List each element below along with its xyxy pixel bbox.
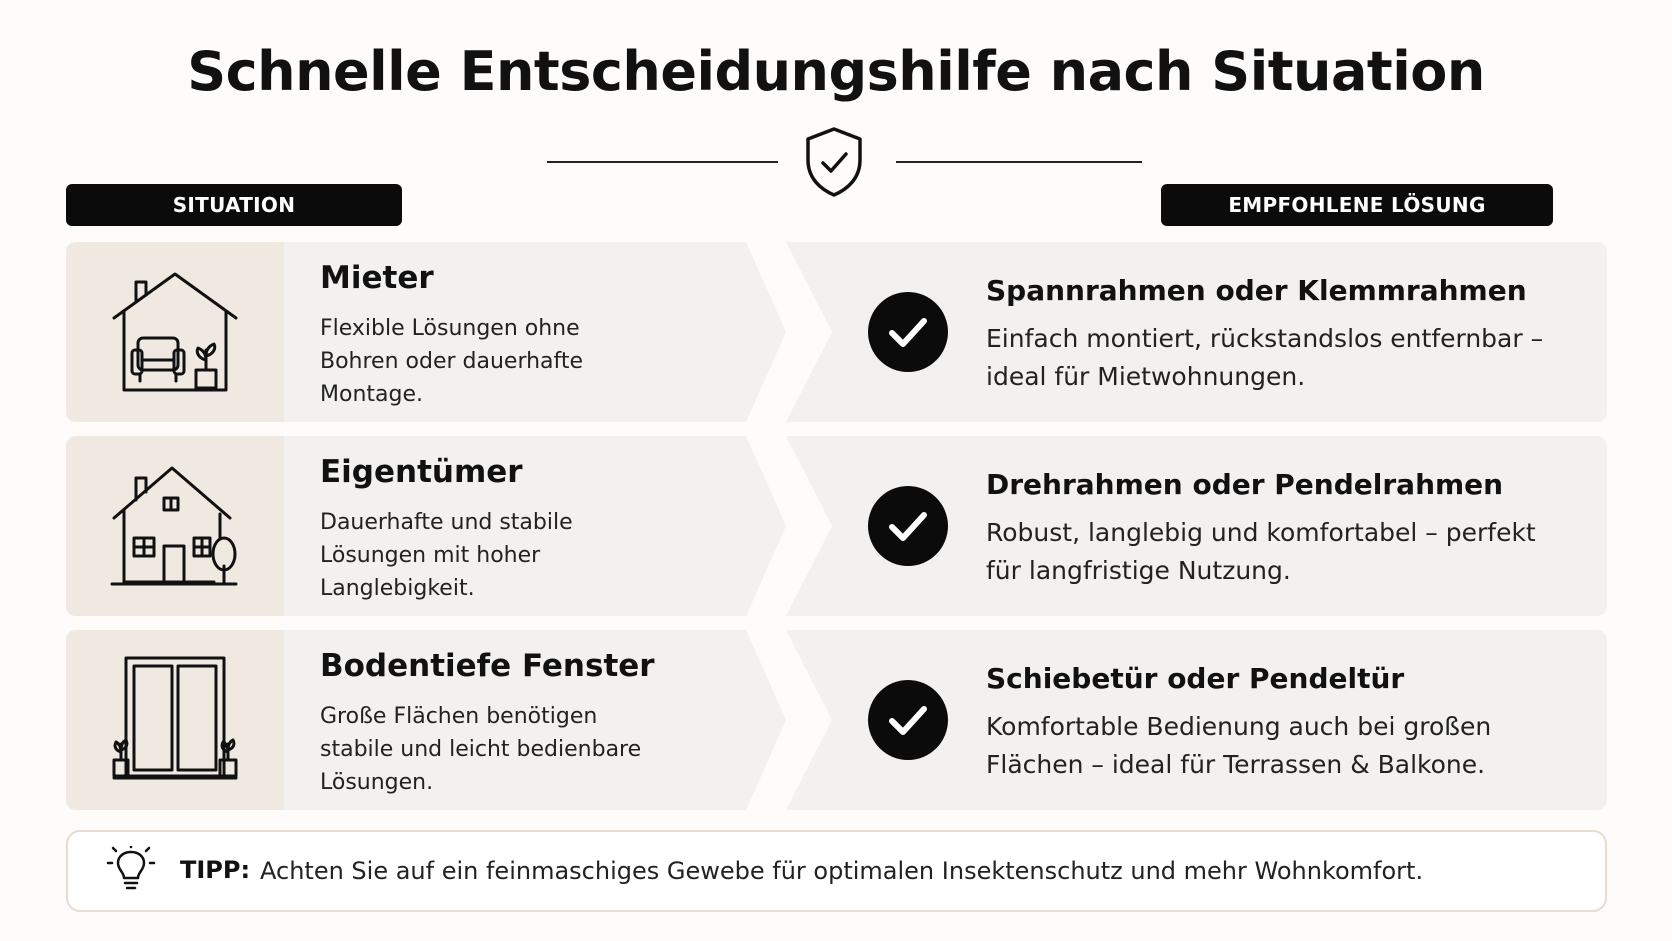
chevron-separator xyxy=(746,630,866,810)
row-eigentuemer xyxy=(66,436,1607,616)
solution-description: Robust, langlebig und komfortabel – perfekt für langfristige Nutzung. xyxy=(986,518,1536,585)
check-circle-icon xyxy=(868,680,948,760)
situation-description: Dauerhafte und stabile Lösungen mit hoher Langlebigkeit. xyxy=(320,510,573,601)
page-title: Schnelle Entscheidungshilfe nach Situation xyxy=(187,40,1485,103)
situation-description: Flexible Lösungen ohne Bohren oder dauerhafte Montage. xyxy=(320,316,584,407)
check-circle-icon xyxy=(868,292,948,372)
chevron-separator xyxy=(746,242,866,422)
tip-text: Achten Sie auf ein feinmaschiges Gewebe für optimalen Insektenschutz und mehr Wohnkomfort. xyxy=(260,857,1424,885)
icon-cell xyxy=(66,436,284,616)
tip-label: TIPP: xyxy=(180,856,251,884)
icon-cell xyxy=(66,630,284,810)
title-divider-left xyxy=(547,161,778,163)
row-bodentiefe-fenster xyxy=(66,630,1607,810)
solution-description: Einfach montiert, rückstandslos entfernbar – ideal für Mietwohnungen. xyxy=(986,324,1544,391)
chevron-separator xyxy=(746,436,866,616)
tip-box xyxy=(66,830,1607,912)
house-with-tree-icon xyxy=(110,462,240,592)
situation-title: Eigentümer xyxy=(320,454,523,490)
situation-title: Bodentiefe Fenster xyxy=(320,648,655,684)
shield-check-icon xyxy=(803,126,865,198)
icon-cell xyxy=(66,242,284,422)
solution-title: Drehrahmen oder Pendelrahmen xyxy=(986,468,1504,501)
title-divider-right xyxy=(896,161,1142,163)
solution-title: Schiebetür oder Pendeltür xyxy=(986,662,1405,695)
solution-description: Komfortable Bedienung auch bei großen Flächen – ideal für Terrassen & Balkone. xyxy=(986,712,1492,779)
situation-header: SITUATION xyxy=(66,184,402,226)
solution-title: Spannrahmen oder Klemmrahmen xyxy=(986,274,1527,307)
solution-header: EMPFOHLENE LÖSUNG xyxy=(1161,184,1553,226)
house-with-armchair-icon xyxy=(110,268,240,398)
check-circle-icon xyxy=(868,486,948,566)
situation-title: Mieter xyxy=(320,260,434,296)
situation-description: Große Flächen benötigen stabile und leicht bedienbare Lösungen. xyxy=(320,704,642,795)
floor-window-icon xyxy=(110,656,240,786)
row-mieter xyxy=(66,242,1607,422)
lightbulb-icon xyxy=(106,846,156,896)
